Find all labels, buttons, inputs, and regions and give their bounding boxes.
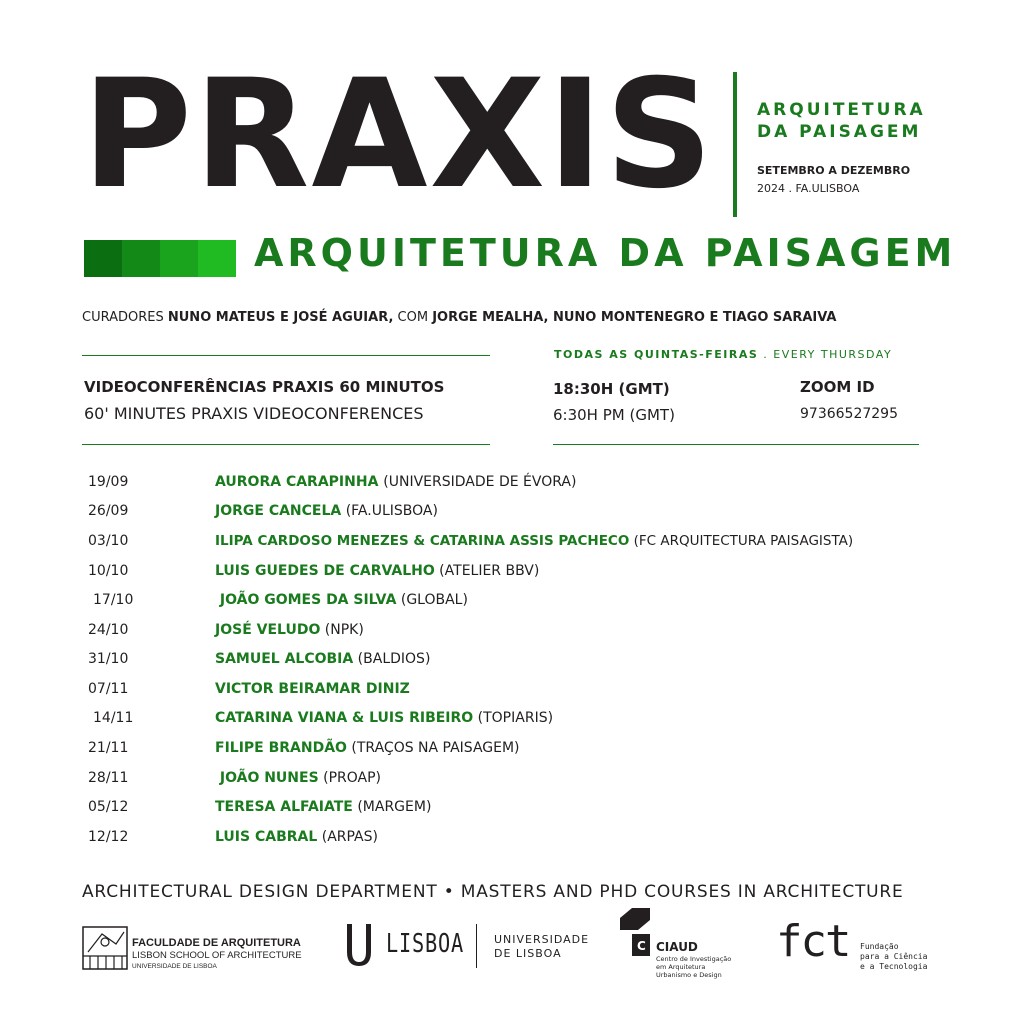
list-item	[0, 740, 1024, 764]
color-swatch	[160, 240, 198, 277]
divider	[82, 355, 490, 356]
talk-name: LUIS CABRAL	[215, 829, 318, 845]
talk-speaker	[215, 740, 520, 756]
talk-speaker	[215, 710, 553, 726]
fct-description-line2: para a Ciência	[860, 952, 928, 961]
talk-name: LUIS GUEDES DE CARVALHO	[215, 563, 435, 579]
list-item	[0, 622, 1024, 646]
ulisboa-name-line2: DE LISBOA	[494, 947, 562, 960]
talk-date: 31/10	[88, 651, 129, 667]
ulisboa-wordmark: LISBOA	[386, 929, 464, 959]
talk-name: SAMUEL ALCOBIA	[215, 651, 354, 667]
list-item	[0, 681, 1024, 705]
list-item	[0, 592, 1024, 616]
talk-date: 03/10	[88, 533, 129, 549]
talk-org: (GLOBAL)	[396, 592, 468, 608]
list-item	[0, 503, 1024, 527]
color-swatch	[198, 240, 236, 277]
series-title-en: 60' MINUTES PRAXIS VIDEOCONFERENCES	[84, 404, 424, 423]
talk-speaker	[215, 563, 539, 579]
divider	[476, 924, 477, 968]
footer-text: ARCHITECTURAL DESIGN DEPARTMENT • MASTERS AND PHD COURSES IN ARCHITECTURE	[82, 882, 904, 902]
talk-date: 12/12	[88, 829, 129, 845]
series-title-pt: VIDEOCONFERÊNCIAS PRAXIS 60 MINUTOS	[84, 378, 445, 396]
talk-name: JORGE CANCELA	[215, 503, 342, 519]
talk-date: 14/11	[93, 710, 134, 726]
header-subtitle-line1: ARQUITETURA	[757, 100, 926, 120]
talk-name: VICTOR BEIRAMAR DINIZ	[215, 681, 410, 697]
talk-name: AURORA CARAPINHA	[215, 474, 384, 490]
time-pt: 18:30H (GMT)	[553, 380, 670, 398]
list-item	[0, 770, 1024, 794]
talk-name: JOÃO GOMES DA SILVA	[215, 592, 397, 608]
talk-name: ILIPA CARDOSO MENEZES & CATARINA ASSIS PACHECO	[215, 533, 630, 549]
talk-speaker	[215, 829, 378, 845]
fa-logo-icon	[82, 926, 128, 970]
talk-date: 07/11	[88, 681, 129, 697]
talk-org: (TOPIARIS)	[473, 710, 554, 726]
talk-speaker	[215, 592, 468, 608]
schedule-days	[554, 348, 892, 361]
ciaud-name: CIAUD	[656, 940, 698, 954]
divider	[82, 444, 490, 445]
header-period: SETEMBRO A DEZEMBRO	[757, 164, 911, 177]
talk-org: (MARGEM)	[352, 799, 432, 815]
page-title: PRAXIS	[82, 48, 716, 222]
fa-name: FACULDADE DE ARQUITETURA	[132, 937, 301, 949]
talk-speaker	[215, 622, 364, 638]
talk-name: JOÃO NUNES	[215, 770, 319, 786]
talk-speaker	[215, 474, 576, 490]
header-subtitle	[757, 99, 926, 143]
talk-name: FILIPE BRANDÃO	[215, 740, 347, 756]
svg-text:C: C	[637, 939, 646, 953]
divider	[733, 72, 737, 217]
divider	[553, 444, 919, 445]
talk-date: 10/10	[88, 563, 129, 579]
list-item	[0, 474, 1024, 498]
talk-speaker	[215, 651, 430, 667]
color-swatch	[84, 240, 122, 277]
talk-org: (FA.ULISBOA)	[341, 503, 438, 519]
curators-others: JORGE MEALHA, NUNO MONTENEGRO E TIAGO SARAIVA	[432, 310, 837, 325]
curators-middle: COM	[393, 310, 433, 325]
zoom-label: ZOOM ID	[800, 378, 875, 396]
ciaud-description-line3: Urbanismo e Design	[656, 971, 722, 979]
fct-logo-wordmark: fct	[776, 916, 850, 967]
talk-name: JOSÉ VELUDO	[215, 622, 321, 638]
banner-title: ARQUITETURA DA PAISAGEM	[254, 231, 957, 275]
list-item	[0, 710, 1024, 734]
curators-line	[82, 310, 837, 325]
ciaud-description-line1: Centro de Investigação	[656, 955, 732, 963]
talk-date: 28/11	[88, 770, 129, 786]
talk-org: (FC ARQUITECTURA PAISAGISTA)	[629, 533, 854, 549]
fa-university: UNIVERSIDADE DE LISBOA	[132, 963, 217, 970]
days-pt: TODAS AS QUINTAS-FEIRAS	[554, 348, 759, 361]
header-year-place: 2024 . FA.ULISBOA	[757, 182, 860, 195]
ulisboa-logo-icon	[344, 922, 374, 968]
curators-prefix: CURADORES	[82, 310, 168, 325]
talk-org: (PROAP)	[318, 770, 382, 786]
curators-main: NUNO MATEUS E JOSÉ AGUIAR,	[167, 310, 394, 325]
talk-name: CATARINA VIANA & LUIS RIBEIRO	[215, 710, 474, 726]
fct-description	[860, 942, 927, 972]
list-item	[0, 651, 1024, 675]
ciaud-description-line2: em Arquitetura	[656, 963, 706, 971]
list-item	[0, 533, 1024, 557]
talk-date: 24/10	[88, 622, 129, 638]
ulisboa-name-line1: UNIVERSIDADE	[494, 933, 590, 946]
talk-date: 21/11	[88, 740, 129, 756]
color-swatch	[122, 240, 160, 277]
talk-org: (UNIVERSIDADE DE ÉVORA)	[383, 474, 577, 490]
talk-date: 17/10	[93, 592, 134, 608]
talk-speaker	[215, 770, 381, 786]
list-item	[0, 829, 1024, 853]
talk-org: (TRAÇOS NA PAISAGEM)	[346, 740, 520, 756]
ciaud-description	[656, 955, 731, 979]
list-item	[0, 799, 1024, 823]
talk-date: 19/09	[88, 474, 129, 490]
talk-org: (ARPAS)	[317, 829, 378, 845]
header-subtitle-line2: DA PAISAGEM	[757, 122, 922, 142]
fa-english-name: LISBON SCHOOL OF ARCHITECTURE	[132, 950, 302, 961]
list-item	[0, 563, 1024, 587]
talk-speaker	[215, 681, 410, 697]
fct-description-line1: Fundação	[860, 942, 899, 951]
time-en: 6:30H PM (GMT)	[553, 406, 675, 424]
talk-date: 26/09	[88, 503, 129, 519]
fct-description-line3: e a Tecnologia	[860, 962, 928, 971]
talk-org: (NPK)	[320, 622, 364, 638]
talk-name: TERESA ALFAIATE	[215, 799, 353, 815]
zoom-id: 97366527295	[800, 406, 898, 422]
talk-org: (ATELIER BBV)	[434, 563, 540, 579]
talk-date: 05/12	[88, 799, 129, 815]
talk-org: (BALDIOS)	[353, 651, 431, 667]
talk-speaker	[215, 799, 431, 815]
days-en: . EVERY THURSDAY	[758, 348, 893, 361]
talk-speaker	[215, 533, 853, 549]
ciaud-logo-icon	[618, 906, 654, 958]
talk-speaker	[215, 503, 438, 519]
